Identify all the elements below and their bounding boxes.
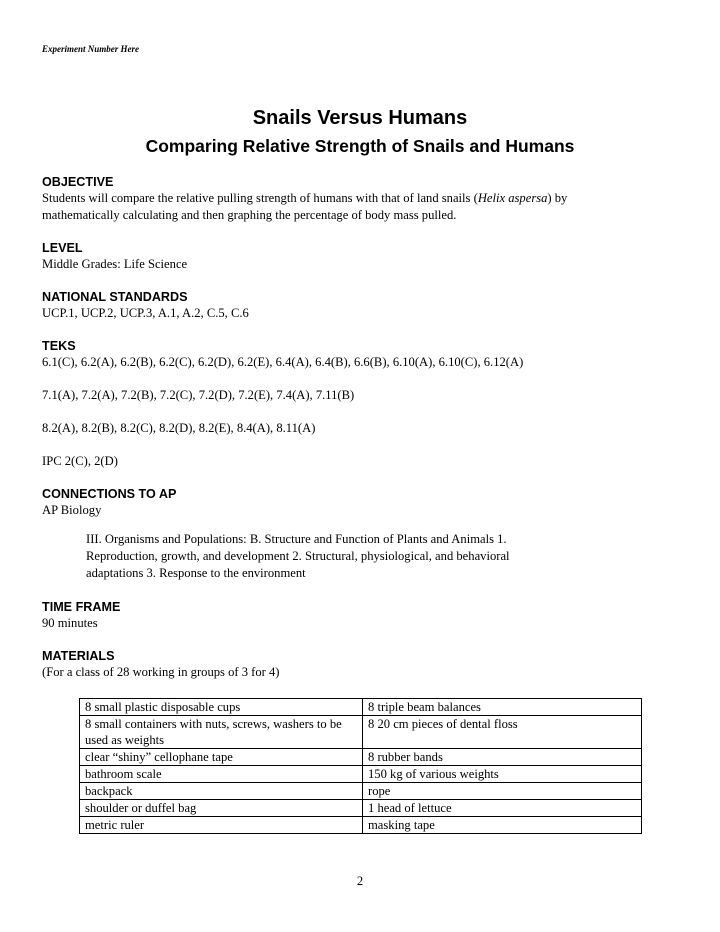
objective-line-2: mathematically calculating and then graphing the percentage of body mass pulled. — [42, 207, 457, 222]
experiment-number-note: Experiment Number Here — [42, 44, 139, 54]
objective-text-start: Students will compare the relative pulling strength of humans with that of land snails ( — [42, 191, 478, 205]
table-row — [80, 766, 642, 783]
teks-line-grade-6: 6.1(C), 6.2(A), 6.2(B), 6.2(C), 6.2(D), 6.2(E), 6.4(A), 6.4(B), 6.6(B), 6.10(A), 6.10(C), 6.12(A) — [42, 354, 524, 369]
level-section — [42, 240, 682, 273]
materials-table — [79, 698, 642, 834]
objective-heading: OBJECTIVE — [42, 175, 114, 189]
page-number: 2 — [356, 874, 364, 888]
teks-section — [42, 338, 682, 470]
materials-note: (For a class of 28 working in groups of 3 for 4) — [42, 664, 280, 679]
time-frame-heading: TIME FRAME — [42, 599, 121, 614]
table-row — [80, 716, 642, 749]
table-row — [80, 800, 642, 817]
table-cell: metric ruler — [80, 817, 363, 834]
teks-line-grade-7: 7.1(A), 7.2(A), 7.2(B), 7.2(C), 7.2(D), 7.2(E), 7.4(A), 7.11(B) — [42, 387, 355, 402]
materials-section — [42, 648, 682, 681]
table-cell: 8 rubber bands — [363, 749, 642, 766]
table-row — [80, 783, 642, 800]
connections-subject: AP Biology — [42, 502, 102, 517]
level-text: Middle Grades: Life Science — [42, 256, 188, 271]
table-cell: backpack — [80, 783, 363, 800]
table-cell: 8 small containers with nuts, screws, washers to be used as weights — [80, 716, 363, 749]
table-cell: 150 kg of various weights — [363, 766, 642, 783]
table-cell: bathroom scale — [80, 766, 363, 783]
objective-section — [42, 174, 682, 223]
connections-detail — [86, 531, 626, 582]
objective-text-end: ) by — [547, 191, 568, 205]
table-cell: shoulder or duffel bag — [80, 800, 363, 817]
connections-heading: CONNECTIONS TO AP — [42, 486, 177, 501]
table-cell: clear “shiny” cellophane tape — [80, 749, 363, 766]
species-name: Helix aspersa — [477, 191, 548, 205]
materials-heading: MATERIALS — [42, 648, 115, 663]
teks-line-ipc: IPC 2(C), 2(D) — [42, 453, 118, 468]
teks-heading: TEKS — [42, 338, 76, 353]
level-heading: LEVEL — [42, 240, 83, 255]
table-row — [80, 817, 642, 834]
table-cell: masking tape — [363, 817, 642, 834]
table-row — [80, 699, 642, 716]
connections-section — [42, 486, 682, 583]
time-frame-text: 90 minutes — [42, 615, 98, 630]
table-cell: rope — [363, 783, 642, 800]
national-standards-heading: NATIONAL STANDARDS — [42, 289, 188, 304]
table-row — [80, 749, 642, 766]
connections-detail-line: Reproduction, growth, and development 2. Structural, physiological, and behavioral — [86, 549, 510, 563]
document-body — [42, 174, 682, 680]
connections-detail-line: III. Organisms and Populations: B. Structure and Function of Plants and Animals 1. — [86, 532, 507, 546]
time-frame-section — [42, 599, 682, 632]
table-cell: 1 head of lettuce — [363, 800, 642, 817]
table-cell: 8 20 cm pieces of dental floss — [363, 716, 642, 749]
teks-line-grade-8: 8.2(A), 8.2(B), 8.2(C), 8.2(D), 8.2(E), 8.4(A), 8.11(A) — [42, 420, 316, 435]
table-cell: 8 triple beam balances — [363, 699, 642, 716]
document-title: Snails Versus Humans — [252, 107, 468, 129]
national-standards-section — [42, 289, 682, 322]
table-cell: 8 small plastic disposable cups — [80, 699, 363, 716]
document-subtitle: Comparing Relative Strength of Snails and Humans — [145, 136, 575, 156]
objective-line-1 — [42, 190, 682, 207]
national-standards-text: UCP.1, UCP.2, UCP.3, A.1, A.2, C.5, C.6 — [42, 305, 249, 320]
connections-detail-line: adaptations 3. Response to the environment — [86, 566, 306, 580]
